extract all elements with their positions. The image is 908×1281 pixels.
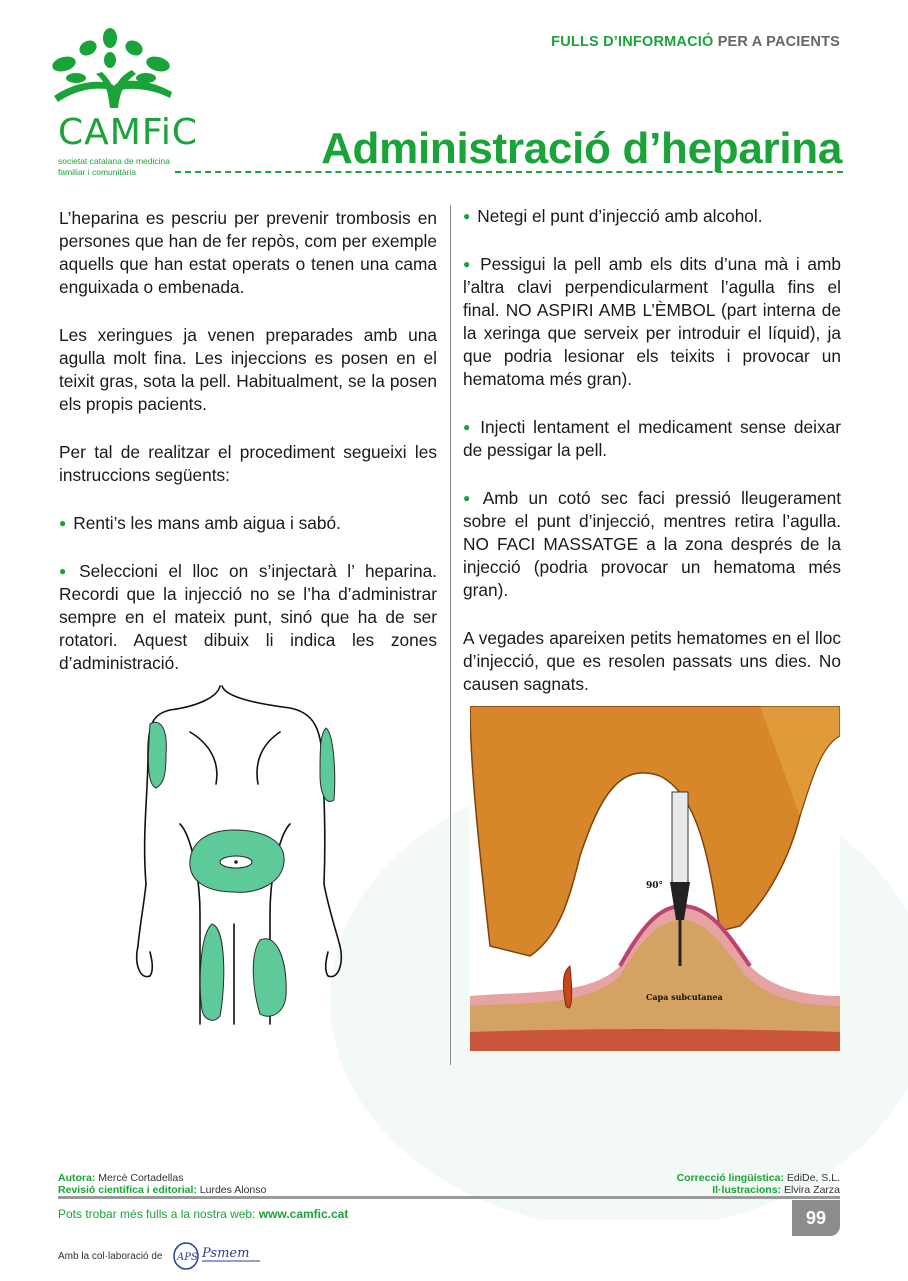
hematoma-note: A vegades apareixen petits hematomes en el lloc d’injecció, que es resolen passats uns dies. No causen sagnats. <box>463 628 841 694</box>
instructions-paragraph: Per tal de realitzar el procediment segueixi les instruccions següents: <box>59 442 437 485</box>
step-apply-pressure: ● Amb un cotó sec faci pressió lleugerament sobre el punt d’injecció, mentres retira l’agulla. NO FACI MASSATGE a la zona després de la injecció (podria provocar un hematoma més gran). <box>463 487 841 602</box>
step-select-site: ● Seleccioni el lloc on s’injectarà l’ heparina. Recordi que la injecció no se l’ha d’administrar sempre en el mateix punt, sinó que ha de ser rotatori. Aquest dibuix li indica les zones d’administració. <box>59 560 437 675</box>
collaboration-text: Amb la col·laboració de <box>58 1251 163 1262</box>
title-dashed-rule <box>175 171 843 173</box>
zone-right-arm <box>320 728 335 802</box>
layer-label: Capa subcutanea <box>646 992 723 1002</box>
injection-zones-body-diagram <box>130 684 370 1034</box>
illustrations-label: Il·lustracions: <box>712 1184 782 1196</box>
logo-name: CAMFiC <box>58 112 199 153</box>
footer-credits-left <box>58 1172 266 1196</box>
review-label: Revisió científica i editorial: <box>58 1184 197 1196</box>
step-pinch-inject: ● Pessigui la pell amb els dits d’una mà i amb l’altra clavi perpendicularment l’agulla fins el final. NO ASPIRI AMB L’ÈMBOL (part interna de la xeringa que serveix per introduir el líquid), ja que podria lesionar els teixits i provocar un hematoma més gran). <box>463 253 841 391</box>
zone-left-thigh <box>200 924 224 1020</box>
zone-right-thigh <box>253 939 286 1016</box>
web-text: Pots trobar més fulls a la nostra web: <box>58 1207 256 1221</box>
correction-label: Correcció lingüística: <box>676 1172 784 1184</box>
left-column <box>59 207 437 700</box>
column-divider <box>450 205 451 1065</box>
logo-subtitle <box>58 156 198 178</box>
logo-subtitle-line1: societat catalana de medicina <box>58 156 170 166</box>
camfic-tree-logo <box>50 26 180 112</box>
reviewer-name: Lurdes Alonso <box>199 1184 267 1196</box>
logo-subtitle-line2: familiar i comunitària <box>58 167 136 177</box>
injection-technique-illustration <box>470 706 840 1051</box>
corrector-name: EdiDe, S.L. <box>786 1172 840 1184</box>
aps-psmem-logo <box>172 1240 264 1272</box>
step-inject-slowly: ● Injecti lentament el medicament sense deixar de pessigar la pell. <box>463 416 841 462</box>
syringes-paragraph: Les xeringues ja venen preparades amb una agulla molt fina. Les injeccions es posen en el teixit gras, sota la pell. Habitualment, se la posen els propis pacients. <box>59 325 437 414</box>
right-column <box>463 205 841 721</box>
web-link[interactable]: www.camfic.cat <box>258 1207 349 1221</box>
collab-logo-text: Psmem <box>202 1246 250 1261</box>
step-wash-hands: ● Renti’s les mans amb aigua i sabó. <box>59 512 437 535</box>
header-tag-green: FULLS D’INFORMACIÓ <box>551 34 714 50</box>
illustrator-name: Elvira Zarza <box>783 1184 840 1196</box>
page-title: Administració d’heparina <box>321 124 842 173</box>
intro-paragraph: L’heparina es pescriu per prevenir trombosis en persones que han de fer repòs, com per exemple aquells que han estat operats o tenen una cama enguixada o embenada. <box>59 208 437 297</box>
svg-text:APS: APS <box>177 1252 198 1263</box>
author-label: Autora: <box>58 1172 96 1184</box>
author-name: Mercè Cortadellas <box>98 1172 184 1184</box>
angle-label: 90° <box>646 881 664 891</box>
web-line <box>58 1207 348 1221</box>
footer-rule <box>58 1196 840 1199</box>
page-number: 99 <box>792 1200 840 1236</box>
header-tag-grey: PER A PACIENTS <box>717 34 840 50</box>
step-clean-site: ● Netegi el punt d’injecció amb alcohol. <box>463 205 841 228</box>
zone-left-arm <box>148 722 166 788</box>
footer-credits-right <box>540 1172 840 1196</box>
